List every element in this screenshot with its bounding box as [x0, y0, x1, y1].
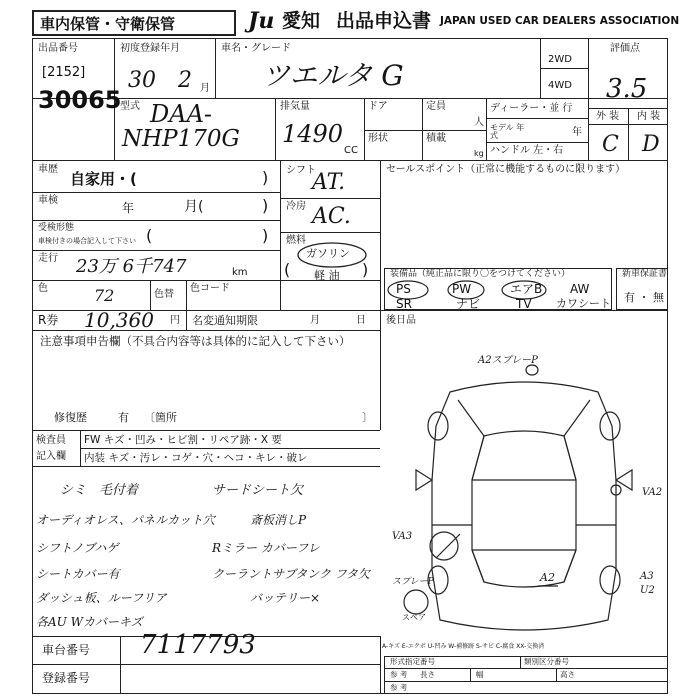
inspection-paren-close: ) [262, 196, 269, 215]
displacement-value: 1490 [282, 120, 344, 148]
diagram-label: A3 [640, 571, 654, 582]
displacement-unit: CC [344, 145, 358, 156]
storage-stamp-text: 車内保管・守衛保管 [40, 15, 176, 33]
first-reg-month-unit: 月 [200, 83, 210, 94]
rating-exterior-value: C [602, 132, 619, 157]
document-title: 出品申込書 [336, 10, 432, 32]
diagram-label: A2スプレーP [478, 355, 538, 366]
equipment-airbag: エアB [510, 282, 543, 296]
model-label: 型式 [120, 101, 140, 112]
diagram-label: VA3 [392, 531, 413, 542]
inspector-row-1: FW キズ・凹み・ヒビ割・リペア跡・X 要 [84, 434, 282, 446]
equipment-circles [384, 268, 612, 310]
doors-shape-label: 形状 [368, 133, 388, 144]
note-line: 斎板消しP [250, 513, 307, 527]
dealer-handle-label: ハンドル 左・右 [490, 145, 564, 156]
note-line: シフトノブハゲ [36, 541, 119, 555]
drive-4wd: 4WD [548, 80, 572, 91]
displacement-label: 排気量 [280, 101, 310, 112]
history-value: 自家用・( [70, 170, 137, 188]
spec-length-label: 長さ [420, 670, 435, 679]
inspector-label-1: 検査員 [36, 435, 66, 446]
repair-label: 修復歴 [54, 411, 87, 424]
spec-height-label: 高さ [560, 670, 575, 679]
rating-interior-value: D [642, 132, 660, 157]
rating-label: 評価点 [610, 43, 640, 54]
note-line: ダッシュ板、ルーフリア [36, 591, 167, 605]
lot-number: 30065 [38, 86, 122, 114]
spec-type-label: 形式指定番号 [390, 657, 435, 666]
inspection-year-unit: 年 [122, 201, 135, 215]
equipment-pw: PW [452, 282, 472, 296]
sales-point-label: セールスポイント（正常に機能するものに限ります） [386, 164, 626, 175]
diagram-label: スプレーP [392, 577, 434, 587]
inspector-row-2: 内装 キズ・汚レ・コゲ・穴・ヘコ・キレ・破レ [84, 452, 308, 464]
doors-label: ドア [368, 101, 388, 112]
aircon-value: AC. [312, 204, 351, 229]
note-line: クーラントサブタンク フタ欠 [212, 567, 370, 581]
storage-stamp [32, 10, 236, 36]
repair-close: 〕 [362, 411, 373, 424]
fuel-paren-close: ) [362, 260, 369, 279]
aircon-label: 冷房 [286, 201, 306, 212]
capacity-unit: 人 [474, 117, 484, 128]
color-value: 72 [94, 286, 115, 305]
mileage-unit: km [232, 267, 248, 278]
receive-paren-open: ( [146, 226, 153, 245]
rating-interior-label: 内 装 [637, 111, 661, 122]
history-paren-close: ) [262, 168, 269, 187]
fuel-gasoline-circle [296, 240, 368, 270]
diagram-legend: A-キズ E-エクボ U-凹み W-補修跡 S-サビ C-腐食 XX-交換済 [382, 643, 545, 650]
inspector-label-2: 記入欄 [36, 451, 66, 462]
note-line: シートカバー有 [36, 567, 120, 581]
chassis-value: 7117793 [140, 630, 256, 660]
equipment-ps: PS [396, 282, 411, 296]
recycle-label: R券 [38, 313, 59, 327]
first-reg-label: 初度登録年月 [120, 43, 180, 54]
notice-label: 名変通知期限 [192, 314, 258, 327]
color-change-label: 色替 [154, 289, 174, 300]
equipment-aw: AW [570, 282, 590, 296]
note-line: バッテリー× [250, 591, 321, 605]
org-name: 愛知 [282, 10, 321, 32]
car-name-label: 車名・グレード [221, 43, 291, 54]
first-reg-year: 30 [128, 68, 156, 93]
color-code-label: 色コード [190, 283, 230, 294]
diagram-label: U2 [640, 585, 655, 596]
rating-score: 3.5 [606, 74, 648, 104]
load-unit: kg [474, 149, 484, 158]
registration-label: 登録番号 [42, 671, 91, 685]
spec-width-label: 幅 [476, 670, 484, 679]
model-line1: DAA- [150, 100, 213, 128]
receive-paren-close: ) [262, 226, 269, 245]
rating-exterior-label: 外 装 [596, 111, 620, 122]
lot-label: 出品番号 [38, 43, 78, 54]
remarks-label: 注意事項申告欄（不具合内容等は具体的に記入して下さい） [40, 334, 351, 348]
mileage-label: 走行 [38, 253, 58, 264]
recycle-unit: 円 [170, 315, 180, 326]
note-line: Rミラー カバーフレ [212, 541, 320, 555]
fuel-label: 燃料 [286, 235, 306, 246]
shift-value: AT. [312, 170, 346, 195]
notice-day-unit: 日 [356, 315, 366, 326]
color-label: 色 [38, 283, 48, 294]
notice-month-unit: 月 [310, 315, 320, 326]
car-name-value: ツエルタ G [262, 59, 404, 92]
dealer-year-unit: 年 [572, 127, 582, 138]
diagram-label: VA2 [642, 487, 663, 498]
recycle-value: 10,360 [84, 308, 154, 332]
fuel-paren-open: ( [284, 260, 291, 279]
mileage-value: 23万 6千747 [76, 256, 187, 277]
receive-label: 受検形態 [38, 223, 75, 233]
note-line: サードシート欠 [212, 483, 304, 498]
note-line: シミ 毛付着 [60, 483, 139, 498]
logo-mark: Ju [248, 8, 275, 34]
capacity-label: 定員 [426, 101, 446, 112]
model-line2: NHP170G [122, 126, 240, 152]
equipment-seat: カワシート [556, 297, 611, 310]
equipment-navi: ナビ [456, 297, 481, 311]
association-name: JAPAN USED CAR DEALERS ASSOCIATION [440, 15, 680, 27]
lot-sub-number: [2152] [42, 65, 86, 80]
shift-label: シフト [286, 165, 316, 176]
first-reg-month: 2 [178, 68, 192, 93]
load-label: 積載 [426, 133, 446, 144]
fuel-gasoline: ガソリン [306, 247, 350, 260]
spec-class-label: 類別区分番号 [524, 657, 569, 666]
diagram-label: スペア [402, 613, 426, 622]
diagram-label: A2 [540, 571, 555, 584]
dealer-model-year-label: モデル 年 式 [490, 123, 525, 140]
chassis-label: 車台番号 [42, 643, 91, 657]
equipment-tv: TV [516, 297, 532, 311]
car-damage-diagram [380, 330, 668, 656]
inspection-month-unit: 月( [184, 199, 204, 215]
spec-reference-label: 参 考 [390, 670, 408, 679]
inspection-label: 車検 [38, 195, 58, 206]
fuel-diesel: 軽 油 [314, 269, 340, 282]
equipment-label: 装備品（純正品に限り〇をつけてください） [390, 269, 571, 279]
drive-2wd: 2WD [548, 54, 572, 65]
equipment-sr: SR [396, 297, 412, 311]
repair-value: 有 [118, 411, 129, 424]
history-label: 車歴 [38, 164, 58, 175]
receive-note: 車検付きの場合記入して下さい [38, 237, 136, 245]
warranty-value: 有 ・ 無 [624, 291, 664, 304]
note-line: 各AU Wカバーキズ [36, 615, 143, 629]
repair-place: 〔箇所 [144, 411, 177, 424]
spec-reference-label-2: 参 考 [390, 683, 408, 692]
after-label: 後日品 [386, 315, 416, 326]
warranty-label: 新車保証書 [622, 269, 668, 279]
note-line: オーディオレス、パネルカット穴 [36, 513, 215, 527]
dealer-label: ディーラー・並 行 [490, 103, 573, 114]
